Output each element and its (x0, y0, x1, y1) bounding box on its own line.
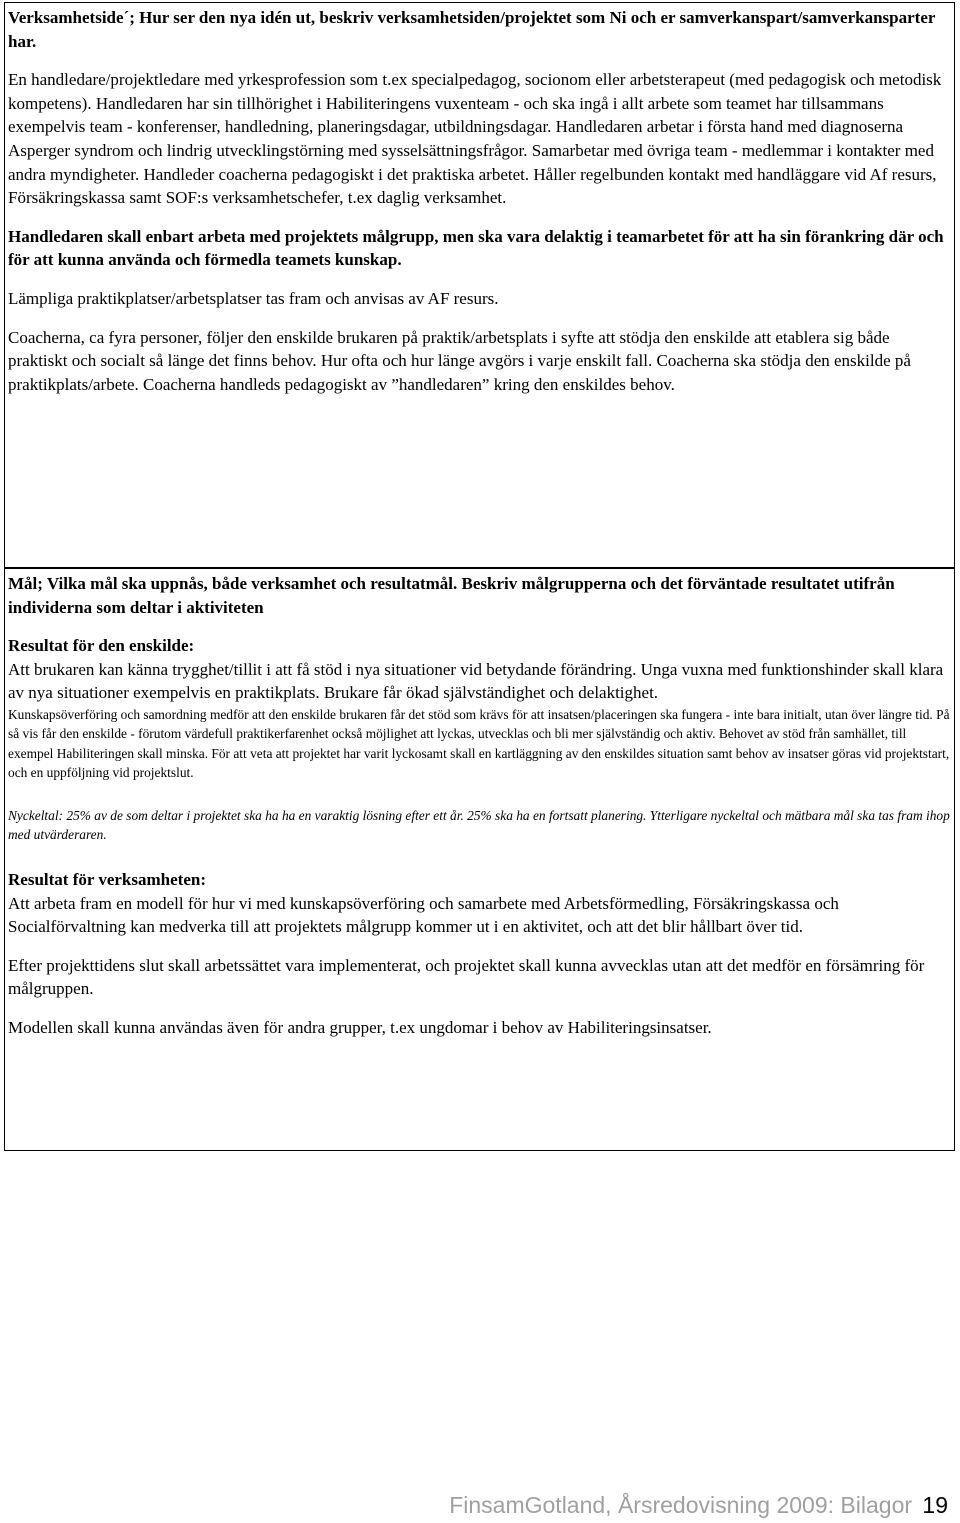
paragraph-handledare: En handledare/projektledare med yrkesprofession som t.ex specialpedagog, socionom eller arbetsterapeut (med pedagogisk och metodisk kompetens). Handledaren har sin tillhörighet i Habiliteringens vuxenteam - och ska ingå i allt arbete som teamet har tillsammans exempelvis team - konferenser, handledning, planeringsdagar, utbildningsdagar. Handledaren arbetar i första hand med diagnoserna Asperger syndrom och lindrig utvecklingstörning med sysselsättningsfrågor. Samarbetar med övriga team - medlemmar i kontakter med andra myndigheter. Handleder coacherna pedagogiskt i det praktiska arbetet. Håller regelbunden kontakt med handläggare vid Af resurs, Försäkringskassa samt SOF:s verksamhetschefer, t.ex daglig verksamhet. (8, 70, 942, 208)
paragraph-enskilde: Att brukaren kan känna trygghet/tillit i att få stöd i nya situationer vid betydande förändring. Unga vuxna med funktionshinder skall klara av nya situationer exempelvis en praktikplats. Brukare får ökad självständighet och delaktighet. (8, 659, 944, 703)
paragraph-verksamheten: Att arbeta fram en modell för hur vi med kunskapsöverföring och samarbete med Arbetsförmedling, Försäkringskassa och Socialförvaltning kan medverka till att projektets målgrupp kommer ut i en aktivitet, och att det blir hållbart över tid. (8, 893, 839, 937)
paragraph-efter-projekttiden: Efter projekttidens slut skall arbetssättet vara implementerat, och projektet skall kunna avvecklas utan att det medför en försämring för målgruppen. (8, 955, 925, 999)
footer-title: FinsamGotland, Årsredovisning 2009: Bilagor (449, 1492, 913, 1518)
subheading-verksamheten: Resultat för verksamheten: (8, 869, 206, 889)
paragraph-handledare-bold: Handledaren skall enbart arbeta med projektets målgrupp, men ska vara delaktig i teamarbetet för att ha sin förankring där och för att kunna använda och förmedla teamets kunskap. (8, 226, 944, 270)
subheading-enskilde: Resultat för den enskilde: (8, 636, 195, 656)
paragraph-praktikplatser: Lämpliga praktikplatser/arbetsplatser tas fram och anvisas av AF resurs. (8, 288, 499, 308)
paragraph-coacherna: Coacherna, ca fyra personer, följer den enskilde brukaren på praktik/arbetsplats i syfte att stödja den enskilde att etablera sig både praktiskt och socialt så länge det finns behov. Hur ofta och hur länge avgörs i varje enskilt fall. Coacherna ska stödja den enskilde på praktikplats/arbete. Coacherna handleds pedagogiskt av ”handledaren” kring den enskildes behov. (8, 327, 911, 394)
verksamhetside-section (4, 2, 955, 568)
section-heading: Mål; Vilka mål ska uppnås, både verksamhet och resultatmål. Beskriv målgrupperna och det förväntade resultatet utifrån individerna som deltar i aktiviteten (8, 574, 895, 617)
paragraph-modellen: Modellen skall kunna användas även för andra grupper, t.ex ungdomar i behov av Habiliteringsinsatser. (8, 1017, 712, 1037)
section-heading: Verksamhetside´; Hur ser den nya idén ut, beskriv verksamhetsiden/projektet som Ni och er samverkanspart/samverkansparter har. (8, 8, 936, 51)
paragraph-kunskapsoverforing: Kunskapsöverföring och samordning medför att den enskilde brukaren får det stöd som krävs för att insatsen/placeringen ska fungera - inte bara initialt, utan över längre tid. På så vis får den enskilde - förutom värdefull praktikerfarenhet också möjlighet att lyckas, utvecklas och bli mer självständig och aktiv. Behovet av stöd från samhället, till exempel Habiliteringen skall minska. För att veta att projektet har varit lyckosamt skall en kartläggning av den enskildes situation samt behov av insatser göras vid projektstart, och en uppföljning vid projektslut. (8, 706, 950, 781)
page-number: 19 (922, 1492, 948, 1518)
paragraph-nyckeltal: Nyckeltal: 25% av de som deltar i projektet ska ha ha en varaktig lösning efter ett år. 25% ska ha en fortsatt planering. Ytterligare nyckeltal och mätbara mål ska tas fram ihop med utvärderaren. (8, 807, 950, 843)
page-footer (449, 1492, 948, 1519)
mal-section (4, 568, 955, 1151)
